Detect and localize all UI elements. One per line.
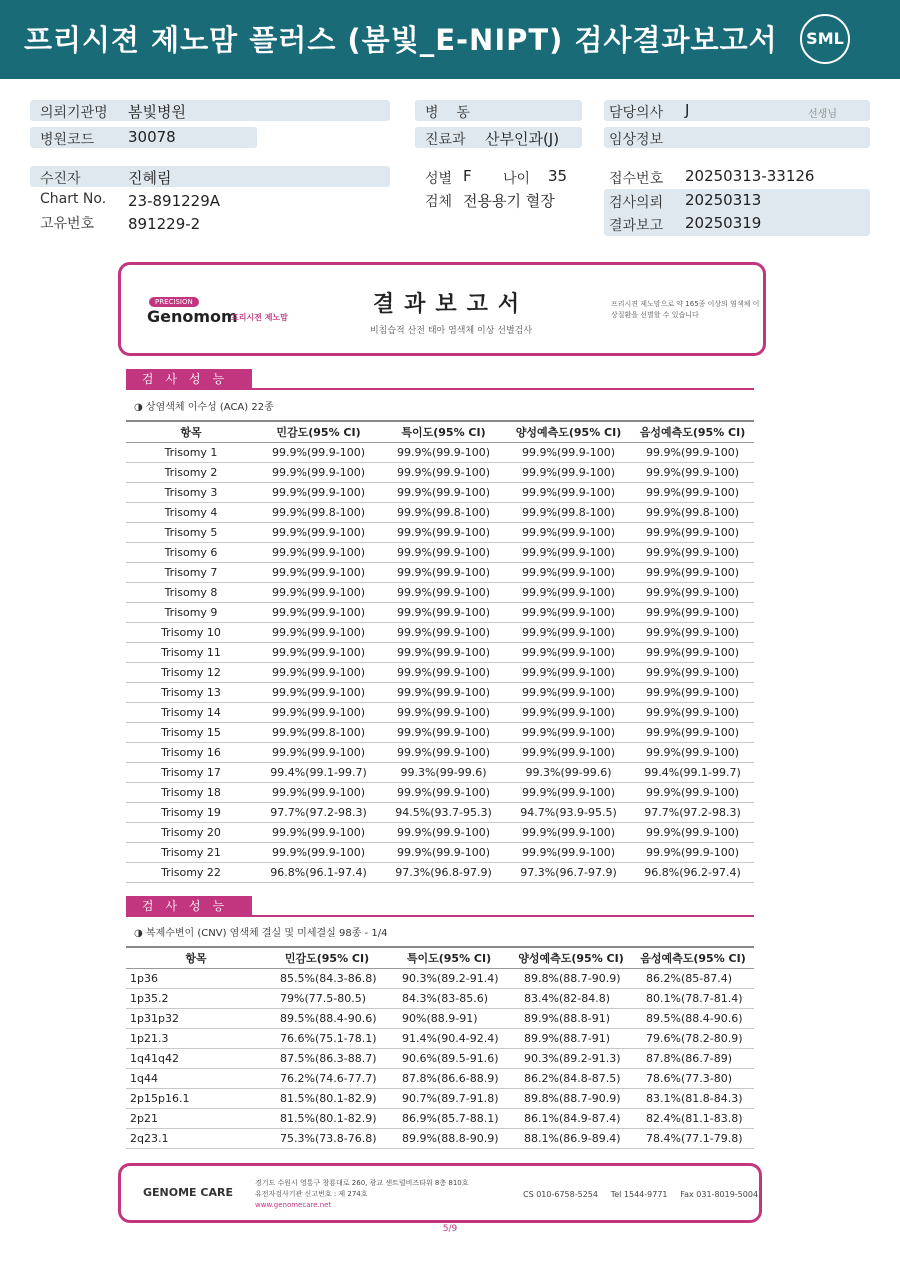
row-value: 86.2%(84.8-87.5)	[510, 1069, 632, 1089]
row-value: 86.9%(85.7-88.1)	[388, 1109, 510, 1129]
row-value: 76.2%(74.6-77.7)	[266, 1069, 388, 1089]
row-value: 99.9%(99.9-100)	[506, 743, 631, 763]
uid-label: 고유번호	[40, 216, 95, 232]
row-item-name: Trisomy 12	[126, 663, 256, 683]
row-value: 89.8%(88.7-90.9)	[510, 969, 632, 989]
table-row	[126, 643, 754, 663]
row-value: 91.4%(90.4-92.4)	[388, 1029, 510, 1049]
table-row	[126, 1009, 754, 1029]
row-value: 94.7%(93.9-95.5)	[506, 803, 631, 823]
table-row	[126, 703, 754, 723]
row-value: 96.8%(96.2-97.4)	[631, 863, 754, 883]
row-value: 99.9%(99.9-100)	[381, 843, 506, 863]
row-value: 97.3%(96.8-97.9)	[381, 863, 506, 883]
row-value: 78.4%(77.1-79.8)	[632, 1129, 754, 1149]
row-value: 99.3%(99-99.6)	[506, 763, 631, 783]
ward-label: 병 동	[425, 105, 470, 121]
row-value: 99.9%(99.9-100)	[256, 623, 381, 643]
row-value: 99.9%(99.9-100)	[631, 723, 754, 743]
row-value: 99.9%(99.9-100)	[256, 683, 381, 703]
row-value: 99.9%(99.9-100)	[506, 703, 631, 723]
table-row	[126, 843, 754, 863]
row-value: 99.9%(99.8-100)	[631, 503, 754, 523]
row-value: 99.9%(99.9-100)	[506, 443, 631, 463]
column-header: 민감도(95% CI)	[266, 947, 388, 969]
column-header: 음성예측도(95% CI)	[632, 947, 754, 969]
row-value: 99.3%(99-99.6)	[381, 763, 506, 783]
section2-subhead: ◑ 복제수변이 (CNV) 염색체 결실 및 미세결실 98종 - 1/4	[134, 928, 388, 939]
row-value: 99.9%(99.9-100)	[256, 663, 381, 683]
row-item-name: Trisomy 16	[126, 743, 256, 763]
row-value: 99.9%(99.9-100)	[256, 603, 381, 623]
row-value: 99.9%(99.9-100)	[381, 623, 506, 643]
header-bar	[0, 0, 900, 79]
row-item-name: Trisomy 17	[126, 763, 256, 783]
row-value: 99.9%(99.9-100)	[631, 563, 754, 583]
row-value: 99.9%(99.9-100)	[631, 523, 754, 543]
specimen-value: 전용용기 혈장	[463, 192, 555, 210]
row-item-name: Trisomy 18	[126, 783, 256, 803]
sex-label: 성별	[425, 171, 453, 187]
column-header: 항목	[126, 421, 256, 443]
footer-tel: Tel 1544-9771	[610, 1190, 668, 1199]
row-item-name: 1q44	[126, 1069, 266, 1089]
row-value: 99.9%(99.9-100)	[256, 523, 381, 543]
row-value: 99.4%(99.1-99.7)	[256, 763, 381, 783]
uid-value: 891229-2	[128, 215, 201, 233]
report-title: 프리시젼 제노맘 플러스 (봄빛_E-NIPT) 검사결과보고서	[24, 23, 778, 57]
receipt-label: 접수번호	[609, 171, 664, 187]
banner-side-note: 프리시젼 제노맘으로 약 165종 이상의 염색체 이상질환을 선별할 수 있습니다	[611, 300, 760, 319]
row-value: 79%(77.5-80.5)	[266, 989, 388, 1009]
table-row	[126, 503, 754, 523]
row-item-name: 1q41q42	[126, 1049, 266, 1069]
row-value: 99.9%(99.9-100)	[381, 823, 506, 843]
row-item-name: Trisomy 21	[126, 843, 256, 863]
section1-rule	[126, 388, 754, 390]
doctor-suffix: 선생님	[808, 109, 837, 120]
row-item-name: 1p21.3	[126, 1029, 266, 1049]
row-value: 80.1%(78.7-81.4)	[632, 989, 754, 1009]
row-item-name: 2p21	[126, 1109, 266, 1129]
table-row	[126, 989, 754, 1009]
row-value: 99.9%(99.9-100)	[506, 543, 631, 563]
age-value: 35	[548, 167, 568, 185]
row-item-name: Trisomy 20	[126, 823, 256, 843]
footer-cs: CS 010-6758-5254	[523, 1190, 598, 1199]
row-value: 89.9%(88.8-90.9)	[388, 1129, 510, 1149]
row-value: 99.4%(99.1-99.7)	[631, 763, 754, 783]
row-value: 99.9%(99.9-100)	[381, 643, 506, 663]
row-value: 87.8%(86.7-89)	[632, 1049, 754, 1069]
sml-logo: SML	[800, 14, 850, 64]
row-value: 99.9%(99.9-100)	[631, 603, 754, 623]
row-value: 99.9%(99.9-100)	[506, 623, 631, 643]
row-item-name: Trisomy 11	[126, 643, 256, 663]
row-value: 99.9%(99.9-100)	[256, 463, 381, 483]
row-value: 99.9%(99.8-100)	[256, 503, 381, 523]
row-value: 99.9%(99.9-100)	[256, 783, 381, 803]
row-item-name: Trisomy 4	[126, 503, 256, 523]
report-banner	[118, 262, 766, 356]
row-item-name: Trisomy 9	[126, 603, 256, 623]
institution-value: 봄빛병원	[128, 103, 186, 121]
hospital-code-label: 병원코드	[40, 132, 95, 148]
row-value: 99.9%(99.9-100)	[381, 723, 506, 743]
institution-label: 의뢰기관명	[40, 105, 108, 121]
row-item-name: Trisomy 22	[126, 863, 256, 883]
genome-care-logo: GENOME CARE	[143, 1186, 233, 1199]
row-value: 84.3%(83-85.6)	[388, 989, 510, 1009]
banner-subtitle: 비침습적 산전 태아 염색체 이상 선별검사	[369, 326, 533, 336]
row-value: 99.9%(99.9-100)	[381, 543, 506, 563]
table-row	[126, 563, 754, 583]
table-row	[126, 583, 754, 603]
footer-website-link[interactable]: www.genomecare.net	[255, 1201, 332, 1209]
row-value: 99.9%(99.9-100)	[506, 603, 631, 623]
row-value: 89.9%(88.8-91)	[510, 1009, 632, 1029]
row-value: 90%(88.9-91)	[388, 1009, 510, 1029]
row-value: 87.8%(86.6-88.9)	[388, 1069, 510, 1089]
doctor-label: 담당의사	[609, 105, 664, 121]
request-value: 20250313	[685, 191, 762, 209]
table-row	[126, 523, 754, 543]
row-value: 94.5%(93.7-95.3)	[381, 803, 506, 823]
row-value: 99.9%(99.9-100)	[631, 583, 754, 603]
row-item-name: Trisomy 6	[126, 543, 256, 563]
patient-value: 진혜림	[128, 169, 172, 187]
row-value: 99.9%(99.9-100)	[381, 523, 506, 543]
table-row	[126, 763, 754, 783]
report-date-label: 결과보고	[609, 218, 664, 234]
row-value: 99.9%(99.9-100)	[506, 683, 631, 703]
genomom-kr-label: 프리시젼 제노맘	[231, 313, 288, 322]
row-value: 99.9%(99.9-100)	[631, 463, 754, 483]
footer-fax: Fax 031-8019-5004	[680, 1190, 759, 1199]
row-value: 99.9%(99.9-100)	[506, 663, 631, 683]
row-value: 88.1%(86.9-89.4)	[510, 1129, 632, 1149]
row-item-name: 1p31p32	[126, 1009, 266, 1029]
row-value: 99.9%(99.9-100)	[506, 643, 631, 663]
row-value: 99.9%(99.9-100)	[381, 583, 506, 603]
row-value: 81.5%(80.1-82.9)	[266, 1109, 388, 1129]
row-value: 99.9%(99.9-100)	[381, 703, 506, 723]
row-value: 99.9%(99.9-100)	[631, 703, 754, 723]
row-value: 81.5%(80.1-82.9)	[266, 1089, 388, 1109]
row-value: 97.7%(97.2-98.3)	[256, 803, 381, 823]
row-value: 99.9%(99.9-100)	[631, 443, 754, 463]
table-row	[126, 823, 754, 843]
row-value: 99.9%(99.9-100)	[631, 843, 754, 863]
footer-license: 유전자검사기관 신고번호 : 제 274호	[255, 1190, 368, 1198]
column-header: 양성예측도(95% CI)	[510, 947, 632, 969]
row-item-name: Trisomy 14	[126, 703, 256, 723]
row-value: 99.9%(99.9-100)	[256, 443, 381, 463]
row-value: 99.9%(99.9-100)	[631, 643, 754, 663]
page-number: 5/9	[442, 1224, 458, 1234]
dept-label: 진료과	[425, 132, 466, 148]
row-value: 97.7%(97.2-98.3)	[631, 803, 754, 823]
row-item-name: Trisomy 13	[126, 683, 256, 703]
row-value: 99.9%(99.9-100)	[506, 463, 631, 483]
patient-row-bg	[30, 166, 390, 187]
chart-label: Chart No.	[40, 191, 107, 207]
column-header: 항목	[126, 947, 266, 969]
patient-label: 수진자	[40, 171, 81, 187]
footer-box	[118, 1163, 762, 1223]
precision-badge: PRECISION	[149, 297, 199, 307]
row-value: 99.9%(99.9-100)	[631, 743, 754, 763]
table-row	[126, 483, 754, 503]
dept-value: 산부인과(J)	[485, 130, 560, 148]
table-row	[126, 1089, 754, 1109]
row-value: 86.2%(85-87.4)	[632, 969, 754, 989]
row-value: 99.9%(99.8-100)	[256, 723, 381, 743]
row-item-name: 2q23.1	[126, 1129, 266, 1149]
table-row	[126, 969, 754, 989]
row-value: 89.9%(88.7-91)	[510, 1029, 632, 1049]
row-item-name: 1p36	[126, 969, 266, 989]
row-value: 99.9%(99.9-100)	[256, 643, 381, 663]
section1-subhead: ◑ 상염색체 이수성 (ACA) 22종	[134, 402, 274, 413]
row-value: 89.5%(88.4-90.6)	[266, 1009, 388, 1029]
column-header: 음성예측도(95% CI)	[631, 421, 754, 443]
row-value: 76.6%(75.1-78.1)	[266, 1029, 388, 1049]
footer-address: 경기도 수원시 영통구 창룡대로 260, 광교 센트럴비즈타워 8층 810호	[255, 1179, 469, 1187]
row-value: 99.9%(99.8-100)	[506, 503, 631, 523]
row-value: 87.5%(86.3-88.7)	[266, 1049, 388, 1069]
row-value: 97.3%(96.7-97.9)	[506, 863, 631, 883]
row-value: 99.9%(99.9-100)	[381, 743, 506, 763]
section2-rule	[126, 915, 754, 917]
row-value: 99.9%(99.8-100)	[381, 503, 506, 523]
table-row	[126, 1109, 754, 1129]
row-item-name: Trisomy 19	[126, 803, 256, 823]
cnv-performance-table	[126, 946, 754, 1149]
row-value: 79.6%(78.2-80.9)	[632, 1029, 754, 1049]
row-value: 99.9%(99.9-100)	[256, 823, 381, 843]
row-item-name: Trisomy 5	[126, 523, 256, 543]
row-value: 99.9%(99.9-100)	[631, 783, 754, 803]
table-row	[126, 803, 754, 823]
table-row	[126, 603, 754, 623]
row-value: 83.4%(82-84.8)	[510, 989, 632, 1009]
row-value: 99.9%(99.9-100)	[506, 823, 631, 843]
row-item-name: Trisomy 2	[126, 463, 256, 483]
row-item-name: Trisomy 7	[126, 563, 256, 583]
row-value: 99.9%(99.9-100)	[381, 663, 506, 683]
column-header: 양성예측도(95% CI)	[506, 421, 631, 443]
table-row	[126, 1069, 754, 1089]
row-item-name: Trisomy 15	[126, 723, 256, 743]
table-row	[126, 783, 754, 803]
table-row	[126, 863, 754, 883]
age-label: 나이	[503, 171, 531, 187]
row-value: 99.9%(99.9-100)	[631, 623, 754, 643]
row-value: 99.9%(99.9-100)	[506, 563, 631, 583]
row-value: 86.1%(84.9-87.4)	[510, 1109, 632, 1129]
table-row	[126, 743, 754, 763]
row-value: 75.3%(73.8-76.8)	[266, 1129, 388, 1149]
genomom-logo: Genomom	[147, 307, 238, 326]
row-value: 99.9%(99.9-100)	[256, 843, 381, 863]
row-value: 99.9%(99.9-100)	[381, 683, 506, 703]
row-value: 99.9%(99.9-100)	[256, 703, 381, 723]
clinical-label: 임상정보	[609, 132, 664, 148]
row-value: 89.5%(88.4-90.6)	[632, 1009, 754, 1029]
table-row	[126, 1049, 754, 1069]
request-label: 검사의뢰	[609, 195, 664, 211]
receipt-value: 20250313-33126	[685, 167, 815, 185]
footer-contacts	[523, 1190, 758, 1199]
row-value: 89.8%(88.7-90.9)	[510, 1089, 632, 1109]
row-value: 99.9%(99.9-100)	[506, 723, 631, 743]
row-value: 96.8%(96.1-97.4)	[256, 863, 381, 883]
row-item-name: Trisomy 3	[126, 483, 256, 503]
table-row	[126, 723, 754, 743]
row-value: 78.6%(77.3-80)	[632, 1069, 754, 1089]
row-value: 99.9%(99.9-100)	[256, 583, 381, 603]
row-value: 85.5%(84.3-86.8)	[266, 969, 388, 989]
row-value: 99.9%(99.9-100)	[506, 483, 631, 503]
row-item-name: Trisomy 8	[126, 583, 256, 603]
row-value: 90.3%(89.2-91.4)	[388, 969, 510, 989]
row-value: 90.6%(89.5-91.6)	[388, 1049, 510, 1069]
row-value: 82.4%(81.1-83.8)	[632, 1109, 754, 1129]
row-value: 99.9%(99.9-100)	[256, 483, 381, 503]
row-value: 99.9%(99.9-100)	[506, 583, 631, 603]
hospital-code-value: 30078	[128, 128, 176, 146]
row-value: 99.9%(99.9-100)	[506, 523, 631, 543]
table-row	[126, 463, 754, 483]
row-item-name: Trisomy 10	[126, 623, 256, 643]
row-value: 99.9%(99.9-100)	[381, 783, 506, 803]
row-value: 99.9%(99.9-100)	[381, 483, 506, 503]
row-item-name: 1p35.2	[126, 989, 266, 1009]
table-row	[126, 1129, 754, 1149]
row-value: 99.9%(99.9-100)	[506, 843, 631, 863]
chart-value: 23-891229A	[128, 192, 221, 210]
section2-tag: 검사성능	[126, 896, 252, 916]
report-date-value: 20250319	[685, 214, 762, 232]
column-header: 민감도(95% CI)	[256, 421, 381, 443]
column-header: 특이도(95% CI)	[388, 947, 510, 969]
row-value: 99.9%(99.9-100)	[256, 743, 381, 763]
footer-address-block	[255, 1178, 469, 1211]
aca-performance-table	[126, 420, 754, 883]
row-value: 99.9%(99.9-100)	[631, 543, 754, 563]
column-header: 특이도(95% CI)	[381, 421, 506, 443]
row-value: 83.1%(81.8-84.3)	[632, 1089, 754, 1109]
row-value: 99.9%(99.9-100)	[381, 603, 506, 623]
table-row	[126, 1029, 754, 1049]
row-value: 99.9%(99.9-100)	[631, 823, 754, 843]
table-row	[126, 443, 754, 463]
row-value: 99.9%(99.9-100)	[631, 683, 754, 703]
doctor-value: J	[685, 101, 690, 119]
table-row	[126, 623, 754, 643]
row-value: 99.9%(99.9-100)	[256, 563, 381, 583]
row-value: 90.3%(89.2-91.3)	[510, 1049, 632, 1069]
row-value: 90.7%(89.7-91.8)	[388, 1089, 510, 1109]
row-value: 99.9%(99.9-100)	[506, 783, 631, 803]
row-item-name: 2p15p16.1	[126, 1089, 266, 1109]
row-value: 99.9%(99.9-100)	[256, 543, 381, 563]
row-value: 99.9%(99.9-100)	[631, 663, 754, 683]
row-value: 99.9%(99.9-100)	[631, 483, 754, 503]
table-row	[126, 663, 754, 683]
row-value: 99.9%(99.9-100)	[381, 463, 506, 483]
specimen-label: 검체	[425, 194, 453, 210]
row-item-name: Trisomy 1	[126, 443, 256, 463]
banner-title: 결과보고서	[372, 292, 530, 317]
table-row	[126, 683, 754, 703]
section1-tag: 검사성능	[126, 369, 252, 389]
row-value: 99.9%(99.9-100)	[381, 443, 506, 463]
row-value: 99.9%(99.9-100)	[381, 563, 506, 583]
sex-value: F	[463, 167, 472, 185]
table-row	[126, 543, 754, 563]
